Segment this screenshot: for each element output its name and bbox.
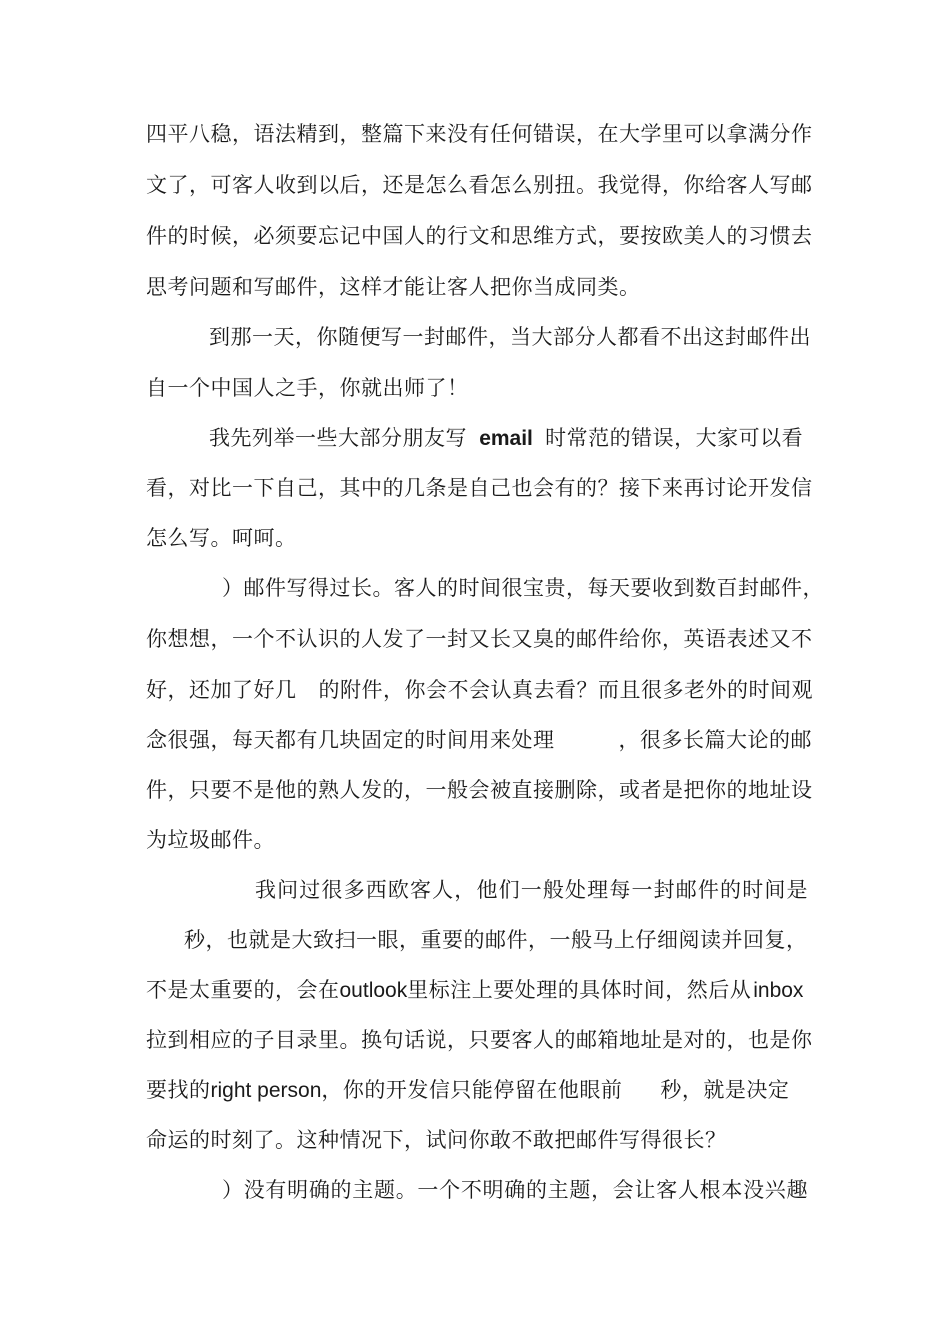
text-line-12 bbox=[146, 675, 813, 705]
text-line-7-part-a: 我先列举一些大部分朋友写 bbox=[209, 426, 467, 450]
text-line-12-part-b: 的附件，你会不会认真去看？而且很多老外的时间观 bbox=[318, 678, 813, 702]
text-line-18-outlook: outlook bbox=[339, 979, 408, 1002]
text-line-4: 思考问题和写邮件，这样才能让客人把你当成同类。 bbox=[146, 275, 641, 299]
text-line-8: 看，对比一下自己，其中的几条是自己也会有的？接下来再讨论开发信 bbox=[146, 476, 813, 500]
text-line-18-part-a: 不是太重要的，会在 bbox=[146, 978, 340, 1002]
text-line-20-part-d: 秒，就是决定 bbox=[660, 1078, 790, 1102]
text-line-18-part-c: 里标注上要处理的具体时间，然后从 bbox=[407, 978, 752, 1002]
text-line-21: 命运的时刻了。这种情况下，试问你敢不敢把邮件写得很长？ bbox=[146, 1128, 727, 1152]
text-line-7-email: email bbox=[479, 427, 533, 450]
text-line-7-part-c: 时常范的错误，大家可以看 bbox=[545, 426, 804, 450]
text-line-14: 件，只要不是他的熟人发的，一般会被直接删除，或者是把你的地址设 bbox=[146, 778, 813, 802]
text-line-18-inbox: inbox bbox=[753, 979, 804, 1002]
text-line-15: 为垃圾邮件。 bbox=[146, 828, 275, 852]
text-line-6: 自一个中国人之手，你就出师了！ bbox=[146, 376, 469, 400]
text-line-10: ）邮件写得过长。客人的时间很宝贵，每天要收到数百封邮件， bbox=[222, 576, 824, 600]
text-line-7 bbox=[209, 423, 808, 454]
text-line-2: 文了，可客人收到以后，还是怎么看怎么别扭。我觉得，你给客人写邮 bbox=[146, 173, 813, 197]
text-line-17: 秒，也就是大致扫一眼，重要的邮件，一般马上仔细阅读并回复， bbox=[184, 928, 808, 952]
text-line-20-right-person: right person bbox=[210, 1079, 322, 1102]
text-line-20 bbox=[146, 1075, 808, 1106]
text-line-13 bbox=[146, 725, 812, 755]
text-line-19: 拉到相应的子目录里。换句话说，只要客人的邮箱地址是对的，也是你 bbox=[146, 1028, 813, 1052]
text-line-9: 怎么写。呵呵。 bbox=[146, 526, 297, 550]
text-line-5: 到那一天，你随便写一封邮件，当大部分人都看不出这封邮件出 bbox=[209, 325, 811, 349]
text-line-13-part-a: 念很强，每天都有几块固定的时间用来处理 bbox=[146, 728, 555, 752]
text-line-18 bbox=[146, 975, 808, 1006]
text-line-1: 四平八稳，语法精到，整篇下来没有任何错误，在大学里可以拿满分作 bbox=[146, 122, 813, 146]
text-line-16: 我问过很多西欧客人，他们一般处理每一封邮件的时间是 bbox=[255, 878, 808, 902]
text-line-11: 你想想，一个不认识的人发了一封又长又臭的邮件给你，英语表述又不 bbox=[146, 627, 813, 651]
text-line-13-part-b: ，很多长篇大论的邮 bbox=[618, 728, 812, 752]
text-line-22: ）没有明确的主题。一个不明确的主题，会让客人根本没兴趣 bbox=[222, 1178, 808, 1202]
text-line-12-part-a: 好，还加了好几 bbox=[146, 678, 297, 702]
text-line-20-part-c: ，你的开发信只能停留在他眼前 bbox=[321, 1078, 623, 1102]
text-line-3: 件的时候，必须要忘记中国人的行文和思维方式，要按欧美人的习惯去 bbox=[146, 224, 813, 248]
text-line-20-part-a: 要找的 bbox=[146, 1078, 211, 1102]
